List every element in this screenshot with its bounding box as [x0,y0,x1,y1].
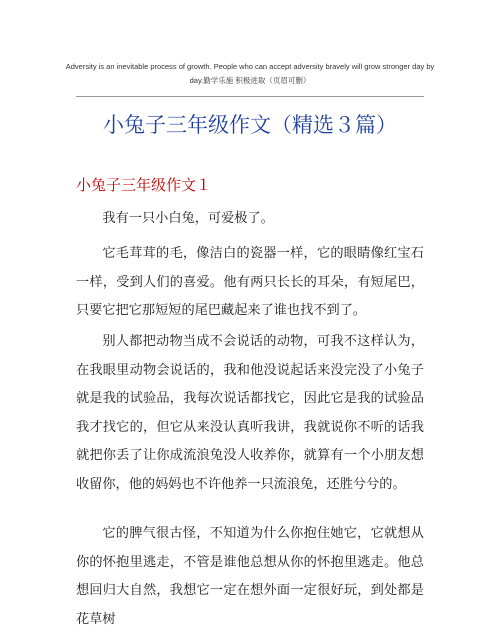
header-divider [76,96,424,97]
page-header [60,60,440,88]
header-line-1: Adversity is an inevitable process of growth. People who can accept adversity bravely will grow stronger day by [65,62,435,71]
paragraph: 它的脾气很古怪，不知道为什么你抱住她它，它就想从你的怀抱里逃走，不管是谁他总想从你的怀抱里逃走。他总想回归大自然，我想它一定在想外面一定很好玩，到处都是花草树 [76,526,424,627]
paragraph: 我有一只小白兔，可爱极了。 [102,211,274,226]
header-line-2: day.勤学乐施 积极进取（页眉可删） [189,76,311,85]
paragraph: 它毛茸茸的毛，像洁白的瓷器一样，它的眼睛像红宝石一样，受到人们的喜爱。他有两只长长的耳朵，有短尾巴，只要它把它那短短的尾巴藏起来了谁也找不到了。 [76,246,424,318]
paragraph: 别人都把动物当成不会说话的动物，可我不这样认为，在我眼里动物会说话的，我和他没说起话来没完没了小兔子就是我的试验品，我每次说话都找它，因此它是我的试验品我才找它的，但它从来没认真听我讲，我就说你不听的话我就把你丢了让你成流浪兔没人收养你，就算有一个小朋友想收留你，他的妈妈也不许他养一只流浪兔，还胜兮兮的。 [76,334,424,492]
section-title: 小兔子三年级作文１ [76,176,212,194]
document-title: 小兔子三年级作文（精选３篇） [103,113,397,137]
